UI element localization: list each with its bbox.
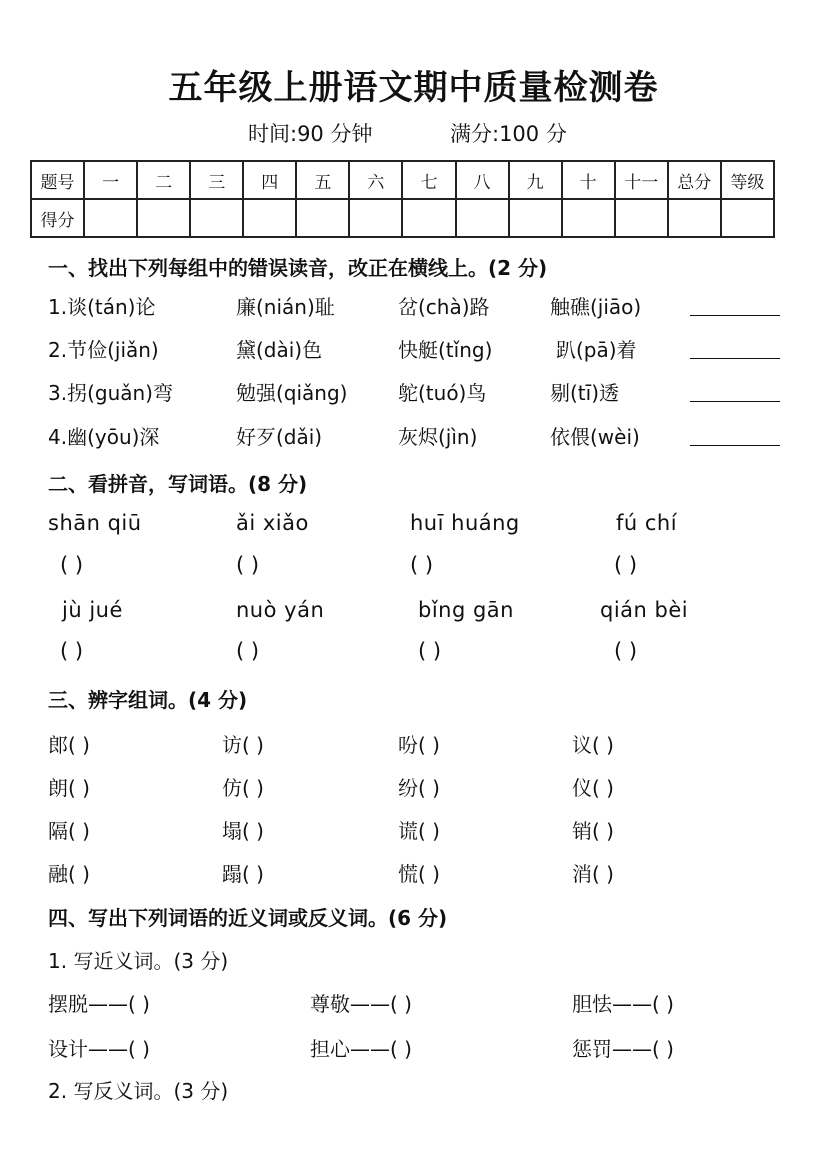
pinyin-item: 快艇(tǐng) — [398, 338, 493, 362]
full-score: 满分:100 分 — [450, 122, 567, 146]
score-col: 总分 — [668, 161, 721, 199]
synonym-item[interactable]: 摆脱——( ) — [48, 992, 150, 1016]
word-group-item[interactable]: 访( ) — [222, 733, 264, 757]
page-title: 五年级上册语文期中质量检测卷 — [168, 68, 659, 108]
synonym-item[interactable]: 惩罚——( ) — [572, 1037, 674, 1061]
score-cell[interactable] — [349, 199, 402, 237]
pinyin-prompt: huī huáng — [410, 511, 520, 535]
word-group-item[interactable]: 仿( ) — [222, 776, 264, 800]
score-cell[interactable] — [402, 199, 455, 237]
pinyin-prompt: shān qiū — [48, 511, 142, 535]
pinyin-item: 好歹(dǎi) — [236, 425, 323, 449]
pinyin-item: 触礁(jiāo) — [550, 295, 642, 319]
score-cell[interactable] — [721, 199, 774, 237]
word-group-item[interactable]: 隔( ) — [48, 819, 90, 843]
score-col: 十一 — [615, 161, 668, 199]
pinyin-item: 勉强(qiǎng) — [236, 381, 348, 405]
word-group-item[interactable]: 塌( ) — [222, 819, 264, 843]
section4-heading: 四、写出下列词语的近义词或反义词。(6 分) — [48, 906, 448, 930]
score-row-label: 得分 — [31, 199, 84, 237]
score-cell[interactable] — [668, 199, 721, 237]
score-cell[interactable] — [190, 199, 243, 237]
word-group-item[interactable]: 议( ) — [572, 733, 614, 757]
score-cell[interactable] — [84, 199, 137, 237]
answer-parens[interactable]: ( ) — [614, 553, 638, 577]
score-row-label: 题号 — [31, 161, 84, 199]
pinyin-item: 黛(dài)色 — [236, 338, 323, 362]
word-group-item[interactable]: 慌( ) — [398, 862, 440, 886]
pinyin-prompt: fú chí — [616, 511, 678, 535]
synonym-item[interactable]: 尊敬——( ) — [310, 992, 412, 1016]
pinyin-item: 3.拐(guǎn)弯 — [48, 381, 173, 405]
pinyin-item: 4.幽(yōu)深 — [48, 425, 160, 449]
synonym-item[interactable]: 胆怯——( ) — [572, 992, 674, 1016]
score-col: 等级 — [721, 161, 774, 199]
score-cell[interactable] — [562, 199, 615, 237]
pinyin-item: 依偎(wèi) — [550, 425, 640, 449]
score-cell[interactable] — [456, 199, 509, 237]
exam-time: 时间:90 分钟 — [248, 122, 373, 146]
answer-parens[interactable]: ( ) — [60, 639, 84, 663]
pinyin-prompt: qián bèi — [600, 598, 689, 622]
score-cell[interactable] — [509, 199, 562, 237]
section2-heading: 二、看拼音，写词语。(8 分) — [48, 472, 308, 496]
answer-parens[interactable]: ( ) — [614, 639, 638, 663]
pinyin-item: 鸵(tuó)鸟 — [398, 381, 487, 405]
score-col: 二 — [137, 161, 190, 199]
score-cell[interactable] — [137, 199, 190, 237]
synonym-item[interactable]: 担心——( ) — [310, 1037, 412, 1061]
answer-blank[interactable] — [690, 336, 780, 359]
word-group-item[interactable]: 蹋( ) — [222, 862, 264, 886]
pinyin-item: 灰烬(jìn) — [398, 425, 478, 449]
synonym-item[interactable]: 设计——( ) — [48, 1037, 150, 1061]
score-cell[interactable] — [243, 199, 296, 237]
score-col: 八 — [456, 161, 509, 199]
score-col: 五 — [296, 161, 349, 199]
word-group-item[interactable]: 融( ) — [48, 862, 90, 886]
score-cell[interactable] — [615, 199, 668, 237]
pinyin-prompt: ǎi xiǎo — [236, 511, 309, 535]
score-table — [30, 160, 775, 238]
pinyin-item: 岔(chà)路 — [398, 295, 490, 319]
score-col: 三 — [190, 161, 243, 199]
section3-heading: 三、辨字组词。(4 分) — [48, 688, 248, 712]
score-table-header-row — [31, 161, 774, 199]
word-group-item[interactable]: 吩( ) — [398, 733, 440, 757]
pinyin-item: 廉(nián)耻 — [236, 295, 335, 319]
score-col: 十 — [562, 161, 615, 199]
pinyin-prompt: bǐng gān — [418, 598, 514, 622]
word-group-item[interactable]: 朗( ) — [48, 776, 90, 800]
word-group-item[interactable]: 郎( ) — [48, 733, 90, 757]
pinyin-prompt: jù jué — [62, 598, 123, 622]
word-group-item[interactable]: 销( ) — [572, 819, 614, 843]
answer-parens[interactable]: ( ) — [236, 553, 260, 577]
answer-parens[interactable]: ( ) — [418, 639, 442, 663]
answer-blank[interactable] — [690, 379, 780, 402]
score-cell[interactable] — [296, 199, 349, 237]
score-table-score-row — [31, 199, 774, 237]
answer-parens[interactable]: ( ) — [60, 553, 84, 577]
pinyin-prompt: nuò yán — [236, 598, 325, 622]
word-group-item[interactable]: 仪( ) — [572, 776, 614, 800]
score-col: 一 — [84, 161, 137, 199]
pinyin-item: 2.节俭(jiǎn) — [48, 338, 159, 362]
section1-heading: 一、找出下列每组中的错误读音，改正在横线上。(2 分) — [48, 256, 548, 280]
answer-blank[interactable] — [690, 423, 780, 446]
score-col: 七 — [402, 161, 455, 199]
pinyin-item: 剔(tī)透 — [550, 381, 620, 405]
score-col: 九 — [509, 161, 562, 199]
score-col: 四 — [243, 161, 296, 199]
word-group-item[interactable]: 纷( ) — [398, 776, 440, 800]
word-group-item[interactable]: 消( ) — [572, 862, 614, 886]
answer-parens[interactable]: ( ) — [410, 553, 434, 577]
score-col: 六 — [349, 161, 402, 199]
answer-parens[interactable]: ( ) — [236, 639, 260, 663]
word-group-item[interactable]: 谎( ) — [398, 819, 440, 843]
subsection-heading: 2. 写反义词。(3 分) — [48, 1079, 229, 1103]
pinyin-item: 趴(pā)着 — [556, 338, 637, 362]
answer-blank[interactable] — [690, 293, 780, 316]
subsection-heading: 1. 写近义词。(3 分) — [48, 949, 229, 973]
pinyin-item: 1.谈(tán)论 — [48, 295, 156, 319]
